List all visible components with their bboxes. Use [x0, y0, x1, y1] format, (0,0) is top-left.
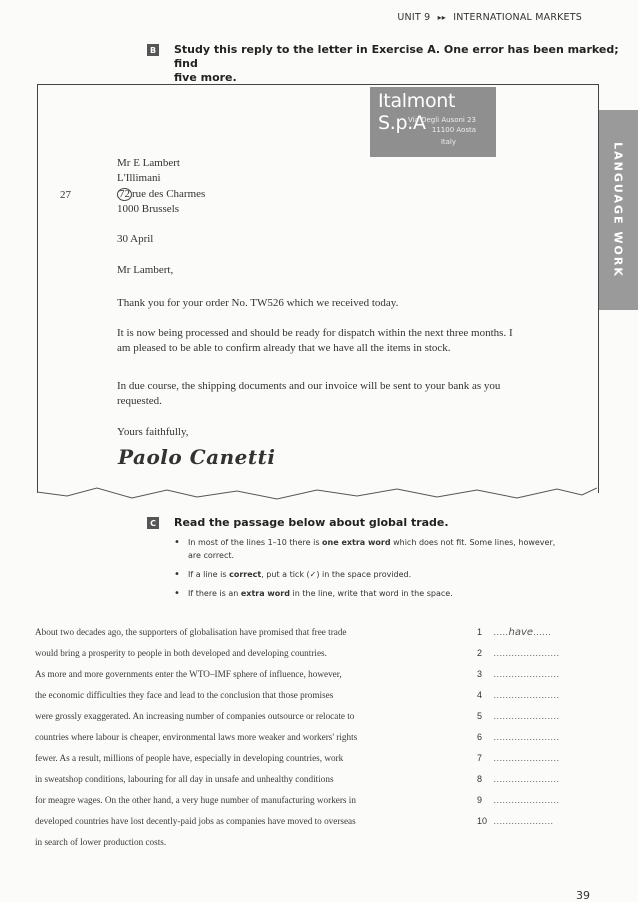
answer-dots: ...................... — [493, 648, 560, 658]
letter-paragraph: In due course, the shipping documents and our invoice will be sent to your bank as you requested. — [117, 380, 501, 407]
answer-line[interactable] — [477, 669, 560, 679]
bullet-text: , put a tick (✓) in the space provided. — [261, 570, 412, 579]
passage-line: were grossly exaggerated. An increasing number of companies outsource or relocate to — [35, 711, 355, 721]
recipient-company: L'Illimani — [117, 172, 161, 184]
letter-paragraph: Thank you for your order No. TW526 which we received today. — [117, 297, 399, 309]
unit-label: UNIT 9 — [397, 12, 431, 23]
bullet-icon: • — [174, 588, 180, 599]
marked-error: 72 — [119, 188, 130, 200]
answer-number: 10 — [477, 816, 488, 826]
letter-paragraph: It is now being processed and should be ready for dispatch within the next three months. I am pleased to be able to confirm already that we have all the items in stock. — [117, 327, 513, 354]
answer-dots: ...................... — [493, 753, 560, 763]
instruction-bullet — [172, 587, 562, 600]
letter-closing: Yours faithfully, — [117, 426, 189, 438]
answer-dots: ...................... — [493, 774, 560, 784]
answer-number: 9 — [477, 795, 483, 805]
answer-dots: ..... — [493, 627, 509, 637]
exercise-b-badge: B — [147, 44, 159, 56]
recipient-name: Mr E Lambert — [117, 157, 180, 169]
passage-line: would bring a prosperity to people in both developed and developing countries. — [35, 648, 327, 658]
page-number: 39 — [576, 889, 590, 902]
answer-line[interactable] — [477, 774, 560, 784]
recipient-street: rue des Charmes — [132, 188, 206, 200]
answer-number: 3 — [477, 669, 483, 679]
company-city: 11100 Aosta — [431, 126, 476, 134]
passage-line: in search of lower production costs. — [35, 837, 167, 847]
letter-date: 30 April — [117, 233, 154, 245]
answer-number: 8 — [477, 774, 483, 784]
answer-number: 6 — [477, 732, 483, 742]
answer-number: 2 — [477, 648, 483, 658]
bullet-icon: • — [174, 537, 180, 548]
answer-line[interactable] — [477, 816, 554, 826]
answer-dots: ...................... — [493, 669, 560, 679]
instruction-bullet — [172, 568, 562, 581]
bullet-text: If a line is — [188, 570, 230, 579]
answer-dots: ...................... — [493, 732, 560, 742]
answer-line[interactable] — [477, 795, 560, 805]
torn-edge — [37, 478, 597, 502]
side-tab-label: LANGUAGE WORK — [611, 142, 625, 278]
bullet-emphasis: correct — [229, 570, 262, 579]
answer-number: 1 — [477, 627, 483, 637]
section-label: INTERNATIONAL MARKETS — [453, 12, 582, 23]
instruction-list — [172, 536, 562, 606]
exercise-b-instruction — [174, 43, 638, 85]
bullet-text: If there is an — [188, 589, 241, 598]
passage-line: the economic difficulties they face and lead to the conclusion that those promises — [35, 690, 334, 700]
answer-dots: ...................... — [493, 795, 560, 805]
double-arrow-icon: ▸▸ — [437, 13, 447, 22]
bullet-text: in the line, write that word in the space. — [289, 589, 453, 598]
passage-line: countries where labour is cheaper, environmental laws more weaker and workers' rights — [35, 732, 358, 742]
answer-line[interactable] — [477, 690, 560, 700]
bullet-text: In most of the lines 1–10 there is — [188, 538, 323, 547]
exercise-c-badge: C — [147, 517, 159, 529]
answer-line[interactable] — [477, 711, 560, 721]
answer-line[interactable] — [477, 732, 560, 742]
running-header — [397, 12, 582, 23]
instruction-line: Study this reply to the letter in Exercise A. One error has been marked; find — [174, 43, 619, 70]
company-name: Italmont S.p.A — [378, 90, 456, 134]
bullet-text: which does not fit. Some lines, however, are correct. — [188, 538, 556, 560]
answer-text: have — [508, 627, 534, 638]
passage-line: As more and more governments enter the WTO–IMF sphere of influence, however, — [35, 669, 342, 679]
answer-number: 7 — [477, 753, 483, 763]
instruction-bullet — [172, 536, 562, 562]
instruction-line: five more. — [174, 71, 237, 84]
bullet-icon: • — [174, 569, 180, 580]
answer-line[interactable] — [477, 648, 560, 658]
passage-line: fewer. As a result, millions of people have, especially in developing countries, work — [35, 753, 344, 763]
side-tab — [598, 110, 638, 310]
answer-number: 4 — [477, 690, 483, 700]
bullet-emphasis: one extra word — [322, 538, 391, 547]
recipient-city: 1000 Brussels — [117, 203, 180, 215]
company-country: Italy — [440, 138, 456, 146]
passage-line: for meagre wages. On the other hand, a very huge number of manufacturing workers in — [35, 795, 356, 805]
answer-line[interactable] — [477, 753, 560, 763]
passage-line: developed countries have lost decently-paid jobs as companies have moved to overseas — [35, 816, 356, 826]
line-number: 27 — [60, 189, 71, 201]
company-street: Via Degli Ausoni 23 — [407, 116, 476, 124]
signature: Paolo Canetti — [118, 445, 276, 469]
salutation: Mr Lambert, — [117, 264, 174, 276]
bullet-emphasis: extra word — [240, 589, 290, 598]
passage-line: in sweatshop conditions, labouring for all day in unsafe and unhealthy conditions — [35, 774, 334, 784]
answer-dots: ...... — [533, 627, 552, 637]
recipient-street-line — [117, 188, 205, 201]
answer-dots: .................... — [493, 816, 554, 826]
answer-dots: ...................... — [493, 711, 560, 721]
answer-dots: ...................... — [493, 690, 560, 700]
exercise-c-heading: Read the passage below about global trade. — [174, 516, 449, 529]
company-logo — [370, 87, 496, 157]
answer-line[interactable] — [477, 627, 551, 638]
passage-line: About two decades ago, the supporters of globalisation have promised that free trade — [35, 627, 347, 637]
answer-number: 5 — [477, 711, 483, 721]
